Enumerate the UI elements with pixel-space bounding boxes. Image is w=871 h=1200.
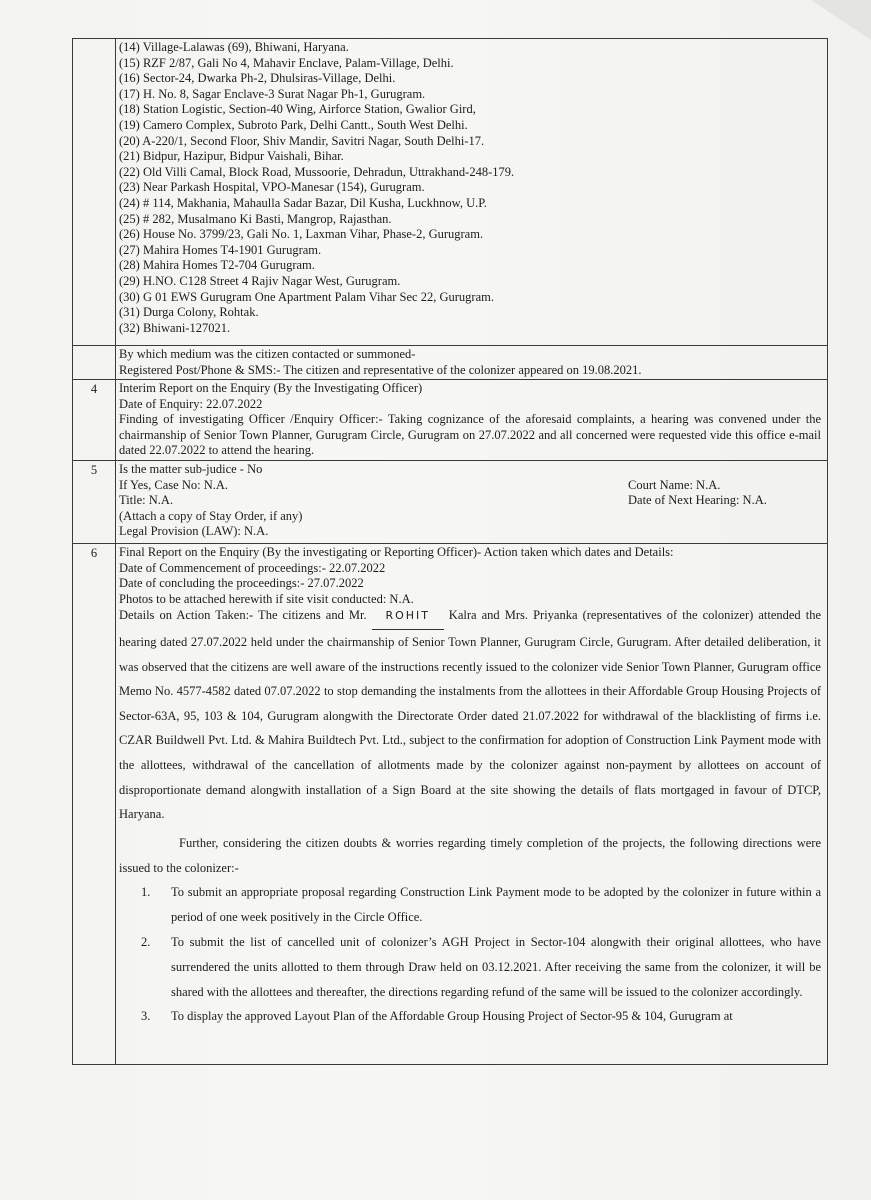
address-row: [73, 39, 827, 345]
address-line: (15) RZF 2/87, Gali No 4, Mahavir Enclave, Palam-Village, Delhi.: [119, 55, 454, 70]
address-line: (30) G 01 EWS Gurugram One Apartment Palam Vihar Sec 22, Gurugram.: [119, 289, 494, 304]
address-line: (17) H. No. 8, Sagar Enclave-3 Surat Nagar Ph-1, Gurugram.: [119, 86, 426, 101]
address-line: (14) Village-Lalawas (69), Bhiwani, Haryana.: [119, 40, 349, 54]
address-line: (29) H.NO. C128 Street 4 Rajiv Nagar West, Gurugram.: [119, 273, 401, 288]
interim-finding: Finding of investigating Officer /Enquiry Officer:- Taking cognizance of the aforesaid complaints, a hearing was convened under the chairmanship of Senior Town Planner, Gurugram Circle, Gurugram on 27.07.2022 and all concerned were requested vide this office e-mail dated 22.07.2022 to attend the hearing.: [119, 412, 821, 458]
next-hearing: Date of Next Hearing: N.A.: [628, 493, 767, 508]
direction-number: 3.: [141, 1009, 151, 1024]
interim-date: Date of Enquiry: 22.07.2022: [119, 396, 263, 411]
interim-title: Interim Report on the Enquiry (By the Investigating Officer): [119, 381, 423, 395]
address-line: (31) Durga Colony, Rohtak.: [119, 305, 259, 320]
row-number: 6: [90, 546, 98, 560]
address-line: (22) Old Villi Camal, Block Road, Mussoorie, Dehradun, Uttrakhand-248-179.: [119, 164, 515, 179]
direction-number: 2.: [141, 934, 151, 949]
final-report-row: [73, 543, 827, 1064]
direction-item: [119, 1004, 821, 1029]
photos-note: Photos to be attached herewith if site visit conducted: N.A.: [119, 591, 414, 606]
direction-item: [119, 930, 821, 1004]
interim-row: [73, 379, 827, 460]
action-details: Kalra and Mrs. Priyanka (representatives of the colonizer) attended the hearing dated 27.07.2022 held under the chairmanship of Senior Town Planner, Gurugram Circle, Gurugram. After detailed deliberation, it was observed that the citizens are well aware of the instructions recently issued to the colonizer vide Senior Town Planner, Gurugram office Memo No. 4577-4582 dated 07.07.2022 to stop demanding the instalments from the allottees in their Affordable Group Housing Projects of Sector-63A, 95, 103 & 104, Gurugram alongwith the Directorate Order dated 21.07.2022 for withdrawal of the blacklisting of firms i.e. CZAR Buildwell Pvt. Ltd. & Mahira Buildtech Pvt. Ltd., subject to the confirmation for adoption of Construction Link Payment mode with the allottees, withdrawal of the cancellation of allotments made by the colonizer against non-payment by allottees on account of disproportionate demand alongwith installation of a Sign Board at the site showing the details of flats mortgaged in favour of DTCP, Haryana.: [119, 608, 822, 822]
direction-text: To display the approved Layout Plan of the Affordable Group Housing Project of Sector-95 & 104, Gurugram at: [171, 1009, 733, 1024]
address-line: (16) Sector-24, Dwarka Ph-2, Dhulsiras-Village, Delhi.: [119, 71, 396, 86]
action-prefix: Details on Action Taken:- The citizens and Mr.: [119, 608, 367, 623]
subjudice-title: Is the matter sub-judice - No: [119, 462, 263, 476]
address-line: (32) Bhiwani-127021.: [119, 320, 231, 335]
page-fold: [811, 0, 871, 40]
address-line: (25) # 282, Musalmano Ki Basti, Mangrop, Rajasthan.: [119, 211, 392, 226]
further-paragraph: Further, considering the citizen doubts & worries regarding timely completion of the projects, the following directions were issued to the colonizer:-: [119, 835, 821, 875]
direction-text: To submit the list of cancelled unit of colonizer’s AGH Project in Sector-104 alongwith their original allottees, who have surrendered the units allotted to them through Draw held on 03.12.2021. After receiving the same from the colonizer, it will be shared with the allottees and thereafter, the directions regarding refund of the same will be issued to the colonizer accordingly.: [171, 934, 821, 999]
concluding-date: Date of concluding the proceedings:- 27.07.2022: [119, 576, 364, 591]
address-line: (27) Mahira Homes T4-1901 Gurugram.: [119, 242, 322, 257]
address-list: [119, 39, 827, 336]
subjudice-row: [73, 460, 827, 543]
commencement-date: Date of Commencement of proceedings:- 22.07.2022: [119, 560, 386, 575]
final-title: Final Report on the Enquiry (By the investigating or Reporting Officer)- Action taken which dates and Details:: [119, 545, 674, 559]
enquiry-table: [72, 38, 828, 1065]
address-line: (20) A-220/1, Second Floor, Shiv Mandir, Savitri Nagar, South Delhi-17.: [119, 133, 485, 148]
handwritten-name: ROHIT: [372, 604, 444, 630]
row-number: 4: [90, 382, 98, 396]
case-number: If Yes, Case No: N.A.: [119, 477, 229, 492]
stay-order-note: (Attach a copy of Stay Order, if any): [119, 508, 303, 523]
address-line: (18) Station Logistic, Section-40 Wing, Airforce Station, Gwalior Gird,: [119, 102, 476, 117]
direction-number: 1.: [141, 885, 151, 900]
direction-text: To submit an appropriate proposal regarding Construction Link Payment mode to be adopted by the colonizer in future within a period of one week positively in the Circle Office.: [171, 885, 821, 925]
address-line: (26) House No. 3799/23, Gali No. 1, Laxman Vihar, Phase-2, Gurugram.: [119, 227, 484, 242]
action-taken-paragraph: [119, 603, 821, 826]
row-number: 5: [90, 463, 98, 477]
court-name: Court Name: N.A.: [628, 477, 721, 492]
medium-question: By which medium was the citizen contacted or summoned-: [119, 347, 416, 361]
address-line: (24) # 114, Makhania, Mahaulla Sadar Bazar, Dil Kusha, Luckhnow, U.P.: [119, 195, 487, 210]
address-line: (23) Near Parkash Hospital, VPO-Manesar (154), Gurugram.: [119, 180, 425, 195]
case-title: Title: N.A.: [119, 493, 174, 508]
address-line: (21) Bidpur, Hazipur, Bidpur Vaishali, Bihar.: [119, 149, 344, 164]
medium-row: [73, 345, 827, 379]
address-line: (28) Mahira Homes T2-704 Gurugram.: [119, 258, 315, 273]
directions-list: [119, 880, 821, 1029]
legal-provision: Legal Provision (LAW): N.A.: [119, 524, 269, 539]
direction-item: [119, 880, 821, 930]
medium-answer: Registered Post/Phone & SMS:- The citizen and representative of the colonizer appeared on 19.08.2021.: [119, 362, 642, 377]
address-line: (19) Camero Complex, Subroto Park, Delhi Cantt., South West Delhi.: [119, 117, 468, 132]
